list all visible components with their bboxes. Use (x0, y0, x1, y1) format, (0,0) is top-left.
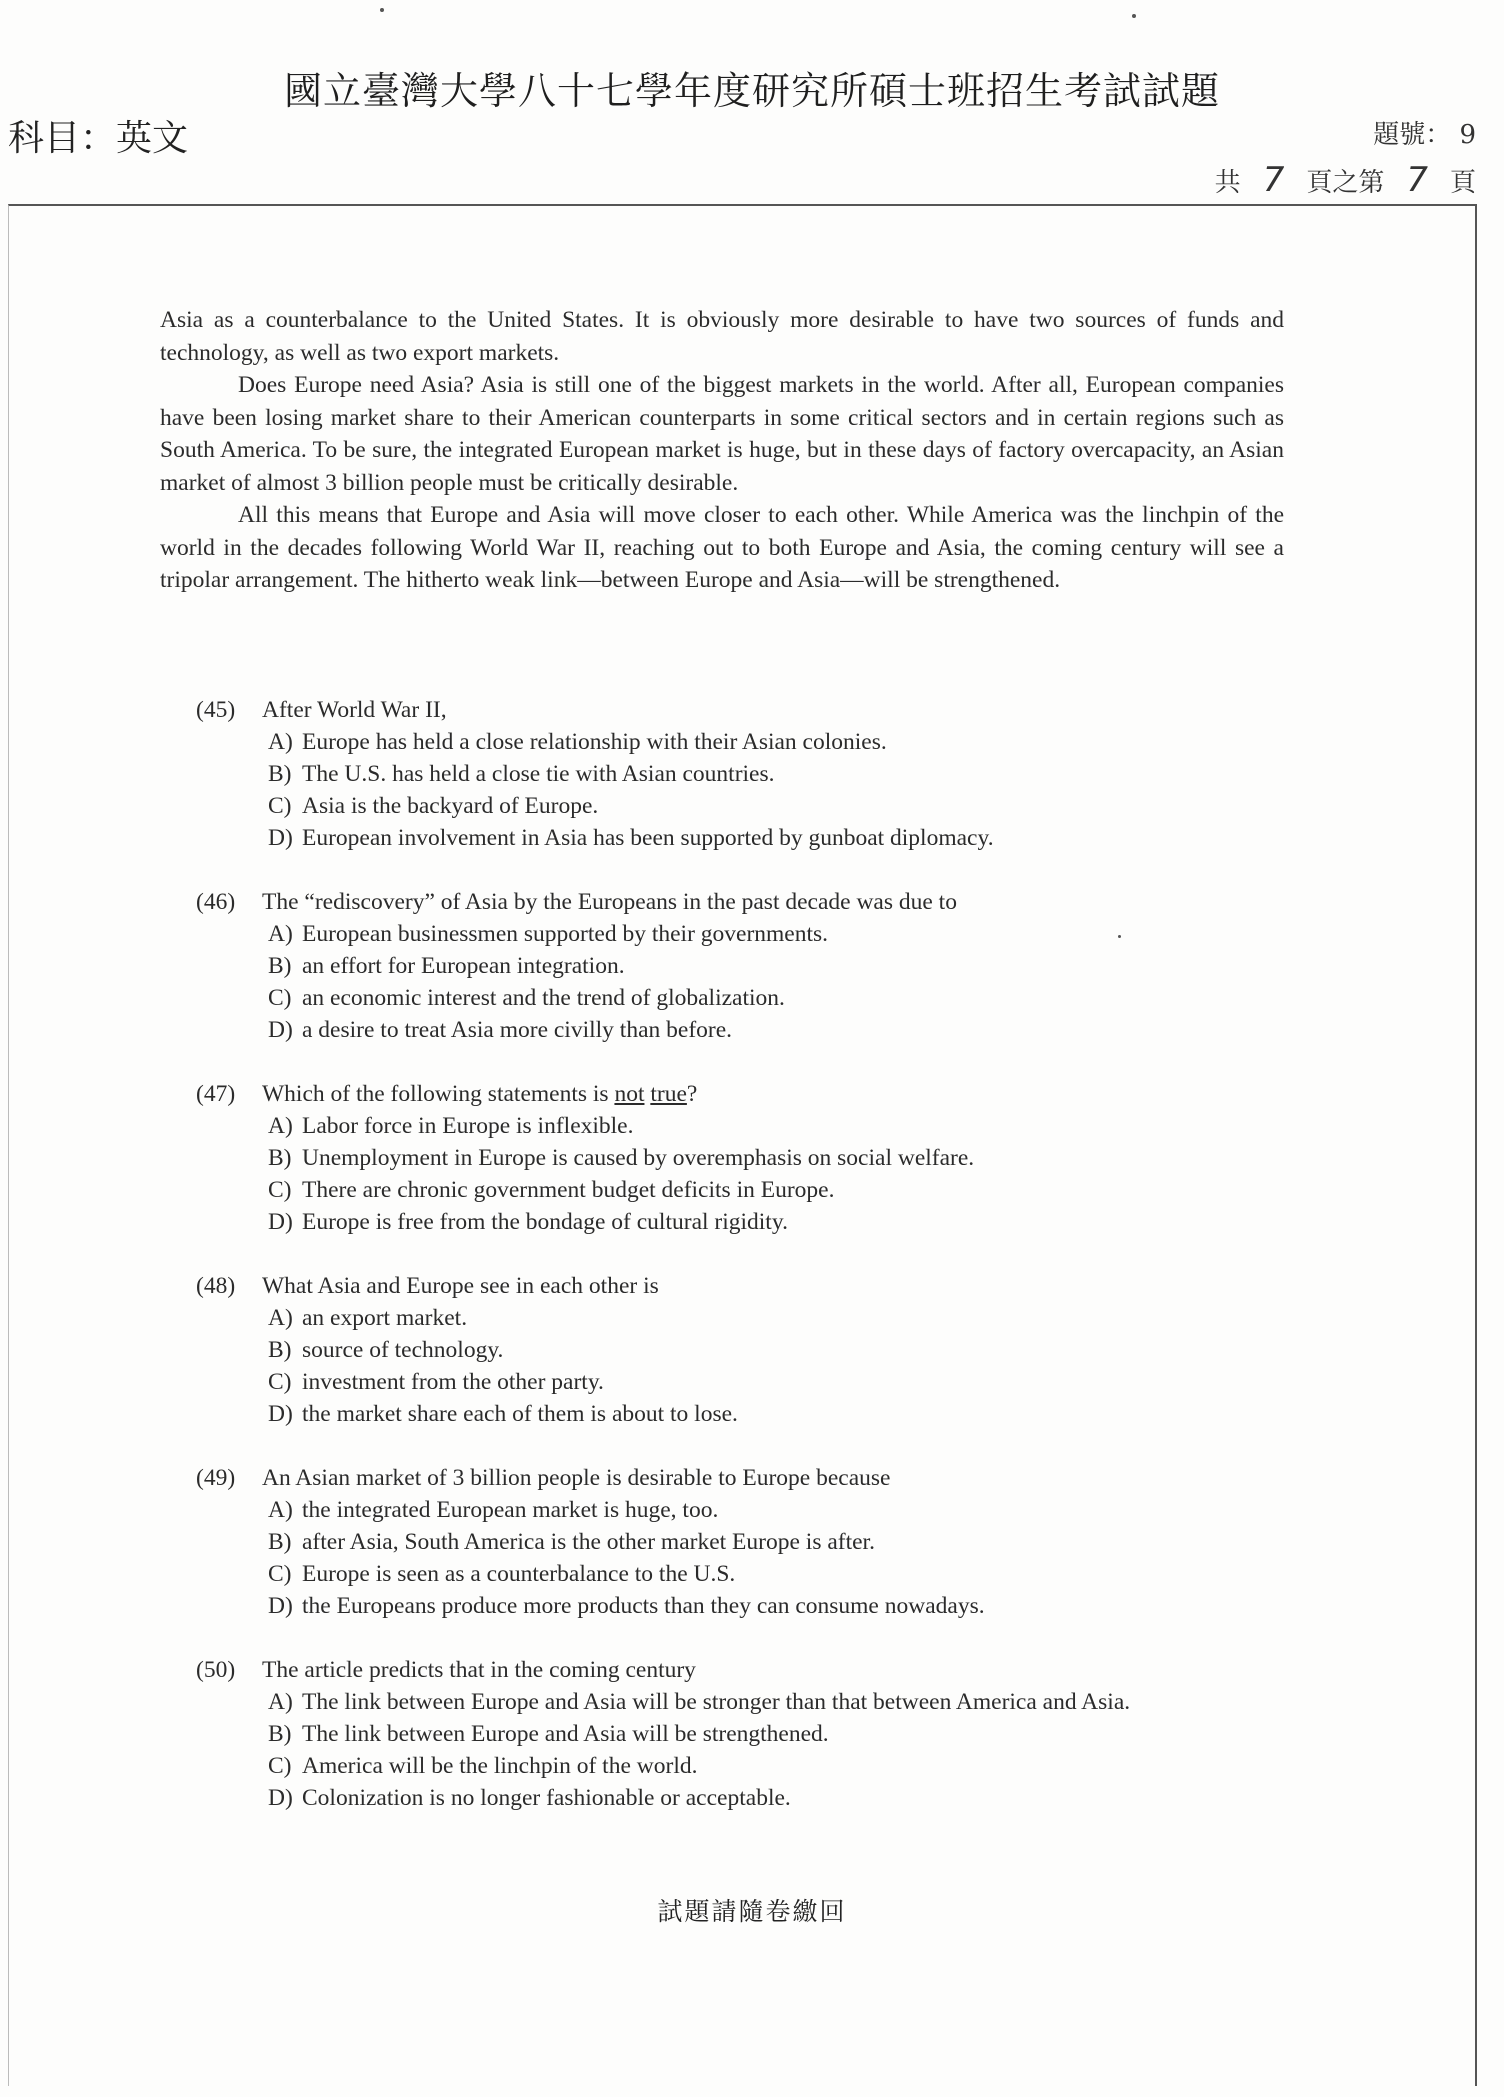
question-47 (196, 1078, 1306, 1238)
option-label: B) (268, 1721, 292, 1747)
option-c (268, 1366, 1306, 1398)
scan-speck (380, 8, 384, 12)
option-c (268, 1750, 1306, 1782)
option-c (268, 1174, 1306, 1206)
option-label: A) (268, 729, 293, 755)
return-notice: 試題請隨卷繳回 (657, 1897, 847, 1926)
passage-paragraph: Asia as a counterbalance to the United States. It is obviously more desirable to have two sources of funds and technology, as well as two export markets. (160, 307, 1284, 366)
question-stem: What Asia and Europe see in each other is (262, 1273, 659, 1299)
option-text: source of technology. (302, 1337, 504, 1363)
passage-paragraph: Does Europe need Asia? Asia is still one of the biggest markets in the world. After all, European companies have been losing market share to their American counterparts in some critical sectors and in certain regions such as South America. To be sure, the integrated European market is huge, but in these days of factory overcapacity, an Asian market of almost 3 billion people must be critically desirable. (160, 372, 1284, 496)
passage-paragraph: All this means that Europe and Asia will move closer to each other. While America was the linchpin of the world in the decades following World War II, reaching out to both Europe and Asia, the coming century will see a tripolar arrangement. The hitherto weak link—between Europe and Asia—will be strengthened. (160, 502, 1284, 593)
option-label: B) (268, 1337, 292, 1363)
option-text: The link between Europe and Asia will be strengthened. (302, 1721, 829, 1747)
option-text: Asia is the backyard of Europe. (302, 793, 599, 819)
option-label: A) (268, 1497, 293, 1523)
question-list (196, 694, 1306, 1846)
option-b (268, 950, 1306, 982)
option-text: Colonization is no longer fashionable or acceptable. (302, 1785, 791, 1811)
option-text: an export market. (302, 1305, 468, 1331)
option-c (268, 1558, 1306, 1590)
question-stem: An Asian market of 3 billion people is desirable to Europe because (262, 1465, 891, 1491)
option-text: an economic interest and the trend of globalization. (302, 985, 785, 1011)
option-label: C) (268, 793, 292, 819)
option-label: C) (268, 985, 292, 1011)
option-label: D) (268, 1209, 293, 1235)
option-text: the Europeans produce more products than they can consume nowadays. (302, 1593, 985, 1619)
option-c (268, 982, 1306, 1014)
option-text: Unemployment in Europe is caused by overemphasis on social welfare. (302, 1145, 975, 1171)
option-d (268, 1782, 1306, 1814)
option-text: investment from the other party. (302, 1369, 604, 1395)
option-label: A) (268, 1113, 293, 1139)
question-48 (196, 1270, 1306, 1430)
option-text: an effort for European integration. (302, 953, 625, 979)
option-d (268, 1014, 1306, 1046)
pages-total: 7 (1262, 160, 1285, 200)
option-text: European involvement in Asia has been supported by gunboat diplomacy. (302, 825, 994, 851)
stem-text-end: ? (686, 1081, 698, 1107)
option-label: D) (268, 1401, 293, 1427)
option-a (268, 1110, 1306, 1142)
option-text: Europe has held a close relationship with their Asian colonies. (302, 729, 887, 755)
option-b (268, 758, 1306, 790)
stem-emphasis-true: true (650, 1081, 687, 1107)
option-a (268, 918, 1306, 950)
option-b (268, 1718, 1306, 1750)
question-number: (45) (196, 697, 236, 723)
option-a (268, 1686, 1306, 1718)
option-text: the integrated European market is huge, too. (302, 1497, 719, 1523)
option-d (268, 822, 1306, 854)
option-label: D) (268, 1017, 293, 1043)
option-text: after Asia, South America is the other market Europe is after. (302, 1529, 875, 1555)
question-stem: The article predicts that in the coming century (262, 1657, 696, 1683)
option-text: a desire to treat Asia more civilly than before. (302, 1017, 733, 1043)
question-number: (47) (196, 1081, 236, 1107)
page-indicator (1215, 160, 1476, 200)
question-46 (196, 886, 1306, 1046)
option-label: A) (268, 1305, 293, 1331)
option-b (268, 1526, 1306, 1558)
stem-emphasis-not: not (614, 1081, 645, 1107)
option-label: A) (268, 921, 293, 947)
option-text: Europe is free from the bondage of cultural rigidity. (302, 1209, 788, 1235)
scan-speck (1132, 14, 1136, 18)
question-number: (50) (196, 1657, 236, 1683)
question-number-label: 題號： 9 (1373, 120, 1476, 150)
option-label: C) (268, 1561, 292, 1587)
option-label: D) (268, 1593, 293, 1619)
option-label: D) (268, 1785, 293, 1811)
option-a (268, 1302, 1306, 1334)
option-text: the market share each of them is about to lose. (302, 1401, 738, 1427)
option-label: B) (268, 953, 292, 979)
option-label: B) (268, 1145, 292, 1171)
option-text: America will be the linchpin of the world. (302, 1753, 698, 1779)
question-number: (46) (196, 889, 236, 915)
option-text: Labor force in Europe is inflexible. (302, 1113, 634, 1139)
pages-mid: 頁之第 (1306, 168, 1385, 198)
option-d (268, 1206, 1306, 1238)
scan-speck (1118, 935, 1121, 938)
option-text: European businessmen supported by their governments. (302, 921, 829, 947)
question-number: (49) (196, 1465, 236, 1491)
question-49 (196, 1462, 1306, 1622)
option-b (268, 1334, 1306, 1366)
option-text: There are chronic government budget deficits in Europe. (302, 1177, 835, 1203)
option-text: The U.S. has held a close tie with Asian countries. (302, 761, 775, 787)
option-text: The link between Europe and Asia will be stronger than that between America and Asia. (302, 1689, 1131, 1715)
option-b (268, 1142, 1306, 1174)
option-a (268, 726, 1306, 758)
option-label: B) (268, 1529, 292, 1555)
question-45 (196, 694, 1306, 854)
question-stem (262, 1081, 697, 1107)
option-label: D) (268, 825, 293, 851)
exam-title: 國立臺灣大學八十七學年度研究所碩士班招生考試試題 (283, 69, 1220, 113)
option-c (268, 790, 1306, 822)
option-label: B) (268, 761, 292, 787)
option-a (268, 1494, 1306, 1526)
reading-passage (160, 304, 1284, 597)
option-label: C) (268, 1177, 292, 1203)
pages-suffix: 頁 (1449, 168, 1476, 198)
option-label: A) (268, 1689, 293, 1715)
pages-current: 7 (1406, 160, 1428, 200)
pages-prefix: 共 (1214, 168, 1241, 198)
question-stem: The “rediscovery” of Asia by the Europeans in the past decade was due to (262, 889, 957, 915)
question-number: (48) (196, 1273, 236, 1299)
option-label: C) (268, 1753, 292, 1779)
option-text: Europe is seen as a counterbalance to the U.S. (302, 1561, 736, 1587)
stem-text: Which of the following statements is (262, 1081, 615, 1107)
option-label: C) (268, 1369, 292, 1395)
question-stem: After World War II, (262, 697, 447, 723)
option-d (268, 1398, 1306, 1430)
question-50 (196, 1654, 1306, 1814)
option-d (268, 1590, 1306, 1622)
subject-label: 科目：英文 (8, 118, 189, 159)
